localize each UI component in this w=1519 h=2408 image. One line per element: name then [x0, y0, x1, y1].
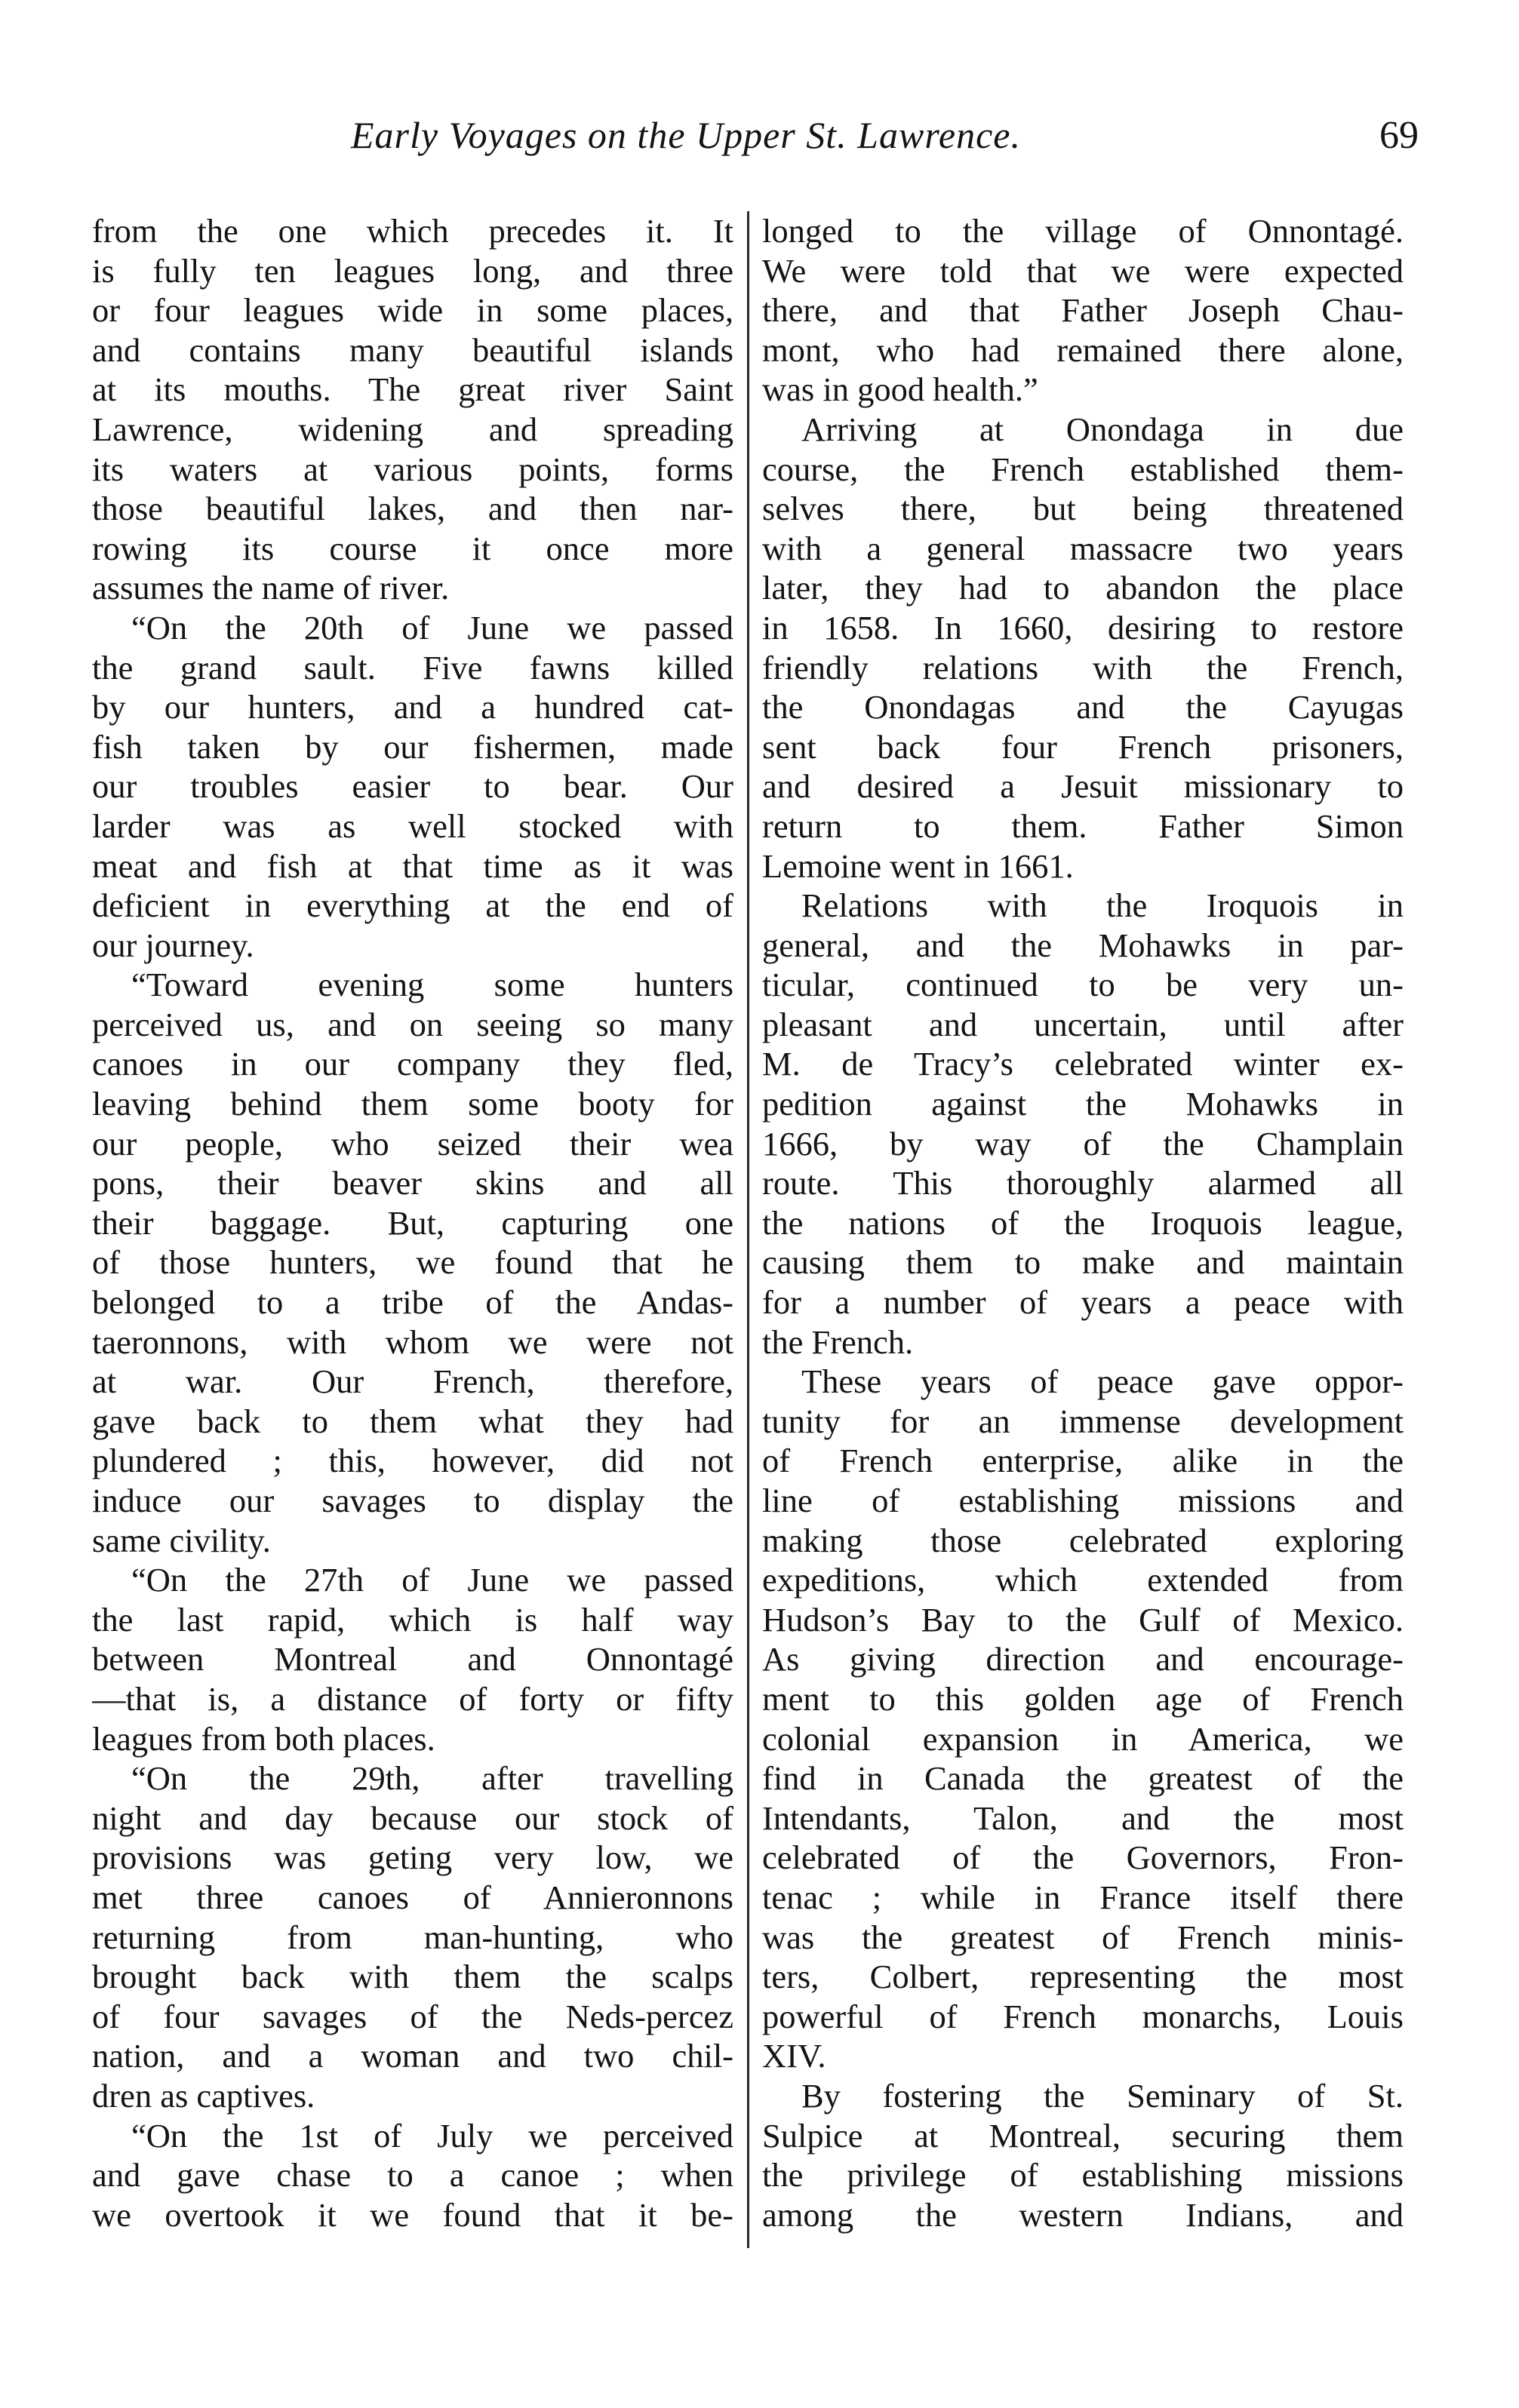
text-line: Hudson’s Bay to the Gulf of Mexico.	[762, 1600, 1404, 1639]
text-line: general, and the Mohawks in par-	[762, 926, 1404, 964]
text-line: “On the 27th of June we passed	[131, 1561, 733, 1599]
text-line: induce our savages to display the	[92, 1482, 733, 1519]
text-line: we overtook it we found that it be-	[92, 2195, 733, 2234]
text-line: making those celebrated exploring	[762, 1521, 1404, 1559]
text-line: nation, and a woman and two chil-	[92, 2037, 733, 2075]
text-line: mont, who had remained there alone,	[762, 330, 1404, 369]
text-line: “Toward evening some hunters	[131, 966, 733, 1004]
text-line: in 1658. In 1660, desiring to restore	[762, 608, 1404, 647]
text-line: same civility.	[92, 1521, 271, 1559]
text-line: their baggage. But, capturing one	[92, 1203, 733, 1242]
text-line: powerful of French monarchs, Louis	[762, 1997, 1404, 2035]
text-line: 1666, by way of the Champlain	[762, 1124, 1404, 1163]
text-line: and desired a Jesuit missionary to	[762, 767, 1404, 806]
text-line: fish taken by our fishermen, made	[92, 727, 733, 766]
left-column	[92, 211, 733, 2234]
text-line: By fostering the Seminary of St.	[801, 2076, 1404, 2115]
text-line: gave back to them what they had	[92, 1402, 733, 1440]
text-line: sent back four French prisoners,	[762, 727, 1404, 766]
text-line: perceived us, and on seeing so many	[92, 1005, 733, 1043]
text-line: plundered ; this, however, did not	[92, 1442, 733, 1480]
text-line: ment to this golden age of French	[762, 1679, 1404, 1718]
text-line: the grand sault. Five fawns killed	[92, 648, 733, 686]
text-line: “On the 1st of July we perceived	[131, 2116, 733, 2155]
text-line: for a number of years a peace with	[762, 1283, 1404, 1322]
text-line: there, and that Father Joseph Chau-	[762, 291, 1404, 330]
text-line: those beautiful lakes, and then nar-	[92, 490, 733, 528]
text-line: tenac ; while in France itself there	[762, 1878, 1404, 1916]
text-line: colonial expansion in America, we	[762, 1719, 1404, 1758]
text-line: the Onondagas and the Cayugas	[762, 688, 1404, 726]
text-line: M. de Tracy’s celebrated winter ex-	[762, 1045, 1404, 1083]
text-line: selves there, but being threatened	[762, 490, 1404, 528]
text-line: Lawrence, widening and spreading	[92, 410, 733, 448]
text-line: assumes the name of river.	[92, 569, 450, 607]
text-line: was the greatest of French minis-	[762, 1918, 1404, 1956]
text-line: the nations of the Iroquois league,	[762, 1203, 1404, 1242]
text-line: tunity for an immense development	[762, 1402, 1404, 1440]
text-line: belonged to a tribe of the Andas-	[92, 1283, 733, 1322]
text-line: “On the 20th of June we passed	[131, 608, 733, 647]
text-line: deficient in everything at the end of	[92, 886, 733, 925]
text-line: at its mouths. The great river Saint	[92, 370, 733, 409]
text-line: canoes in our company they fled,	[92, 1045, 733, 1083]
text-line: larder was as well stocked with	[92, 806, 733, 845]
text-line: of those hunters, we found that he	[92, 1243, 733, 1282]
text-line: our troubles easier to bear. Our	[92, 767, 733, 806]
text-line: or four leagues wide in some places,	[92, 291, 733, 330]
running-head	[91, 113, 1419, 166]
text-line: expeditions, which extended from	[762, 1561, 1404, 1599]
text-line: pleasant and uncertain, until after	[762, 1005, 1404, 1043]
text-line: later, they had to abandon the place	[762, 569, 1404, 607]
text-line: causing them to make and maintain	[762, 1243, 1404, 1282]
text-line: by our hunters, and a hundred cat-	[92, 688, 733, 726]
text-line: ticular, continued to be very un-	[762, 966, 1404, 1004]
text-line: These years of peace gave oppor-	[801, 1362, 1404, 1401]
text-line: and contains many beautiful islands	[92, 330, 733, 369]
text-line: find in Canada the greatest of the	[762, 1759, 1404, 1798]
text-line: XIV.	[762, 2037, 826, 2075]
text-line: met three canoes of Annieronnons	[92, 1878, 733, 1916]
text-line: Lemoine went in 1661.	[762, 846, 1074, 885]
text-line: of four savages of the Neds-percez	[92, 1997, 733, 2035]
text-line: line of establishing missions and	[762, 1482, 1404, 1519]
text-line: course, the French established them-	[762, 450, 1404, 488]
text-line: at war. Our French, therefore,	[92, 1362, 733, 1401]
text-line: Intendants, Talon, and the most	[762, 1798, 1404, 1837]
text-line: night and day because our stock of	[92, 1798, 733, 1837]
text-line: between Montreal and Onnontagé	[92, 1640, 733, 1679]
text-line: our people, who seized their wea	[92, 1124, 733, 1163]
text-line: returning from man-hunting, who	[92, 1918, 733, 1956]
text-line: Relations with the Iroquois in	[801, 886, 1404, 925]
text-line: provisions was geting very low, we	[92, 1838, 733, 1877]
text-line: pedition against the Mohawks in	[762, 1085, 1404, 1123]
text-line: leagues from both places.	[92, 1719, 435, 1758]
text-line: —that is, a distance of forty or fifty	[92, 1679, 733, 1718]
text-line: celebrated of the Governors, Fron-	[762, 1838, 1404, 1877]
text-line: our journey.	[92, 926, 254, 964]
text-line: route. This thoroughly alarmed all	[762, 1164, 1404, 1202]
text-line: with a general massacre two years	[762, 529, 1404, 567]
text-line: rowing its course it once more	[92, 529, 733, 567]
text-line: meat and fish at that time as it was	[92, 846, 733, 885]
text-line: the French.	[762, 1322, 914, 1361]
text-line: taeronnons, with whom we were not	[92, 1322, 733, 1361]
text-line: We were told that we were expected	[762, 251, 1404, 290]
text-line: As giving direction and encourage-	[762, 1640, 1404, 1679]
text-line: brought back with them the scalps	[92, 1958, 733, 1996]
text-line: is fully ten leagues long, and three	[92, 251, 733, 290]
text-line: “On the 29th, after travelling	[131, 1759, 733, 1798]
text-line: Sulpice at Montreal, securing them	[762, 2116, 1404, 2155]
text-line: and gave chase to a canoe ; when	[92, 2156, 733, 2195]
text-line: from the one which precedes it. It	[92, 212, 733, 250]
text-line: was in good health.”	[762, 370, 1038, 409]
right-column	[762, 211, 1404, 2234]
text-line: longed to the village of Onnontagé.	[762, 212, 1404, 250]
text-line: return to them. Father Simon	[762, 806, 1404, 845]
text-line: friendly relations with the French,	[762, 648, 1404, 686]
column-divider	[747, 211, 749, 2248]
running-title: Early Voyages on the Upper St. Lawrence.	[351, 114, 1021, 156]
text-line: of French enterprise, alike in the	[762, 1442, 1404, 1480]
text-line: among the western Indians, and	[762, 2195, 1404, 2234]
text-line: pons, their beaver skins and all	[92, 1164, 733, 1202]
text-line: dren as captives.	[92, 2076, 315, 2115]
page-number: 69	[1379, 114, 1419, 157]
text-line: Arriving at Onondaga in due	[801, 410, 1404, 448]
text-line: the last rapid, which is half way	[92, 1600, 733, 1639]
text-line: the privilege of establishing missions	[762, 2156, 1404, 2195]
text-line: ters, Colbert, representing the most	[762, 1958, 1404, 1996]
text-line: its waters at various points, forms	[92, 450, 733, 488]
text-line: leaving behind them some booty for	[92, 1085, 733, 1123]
